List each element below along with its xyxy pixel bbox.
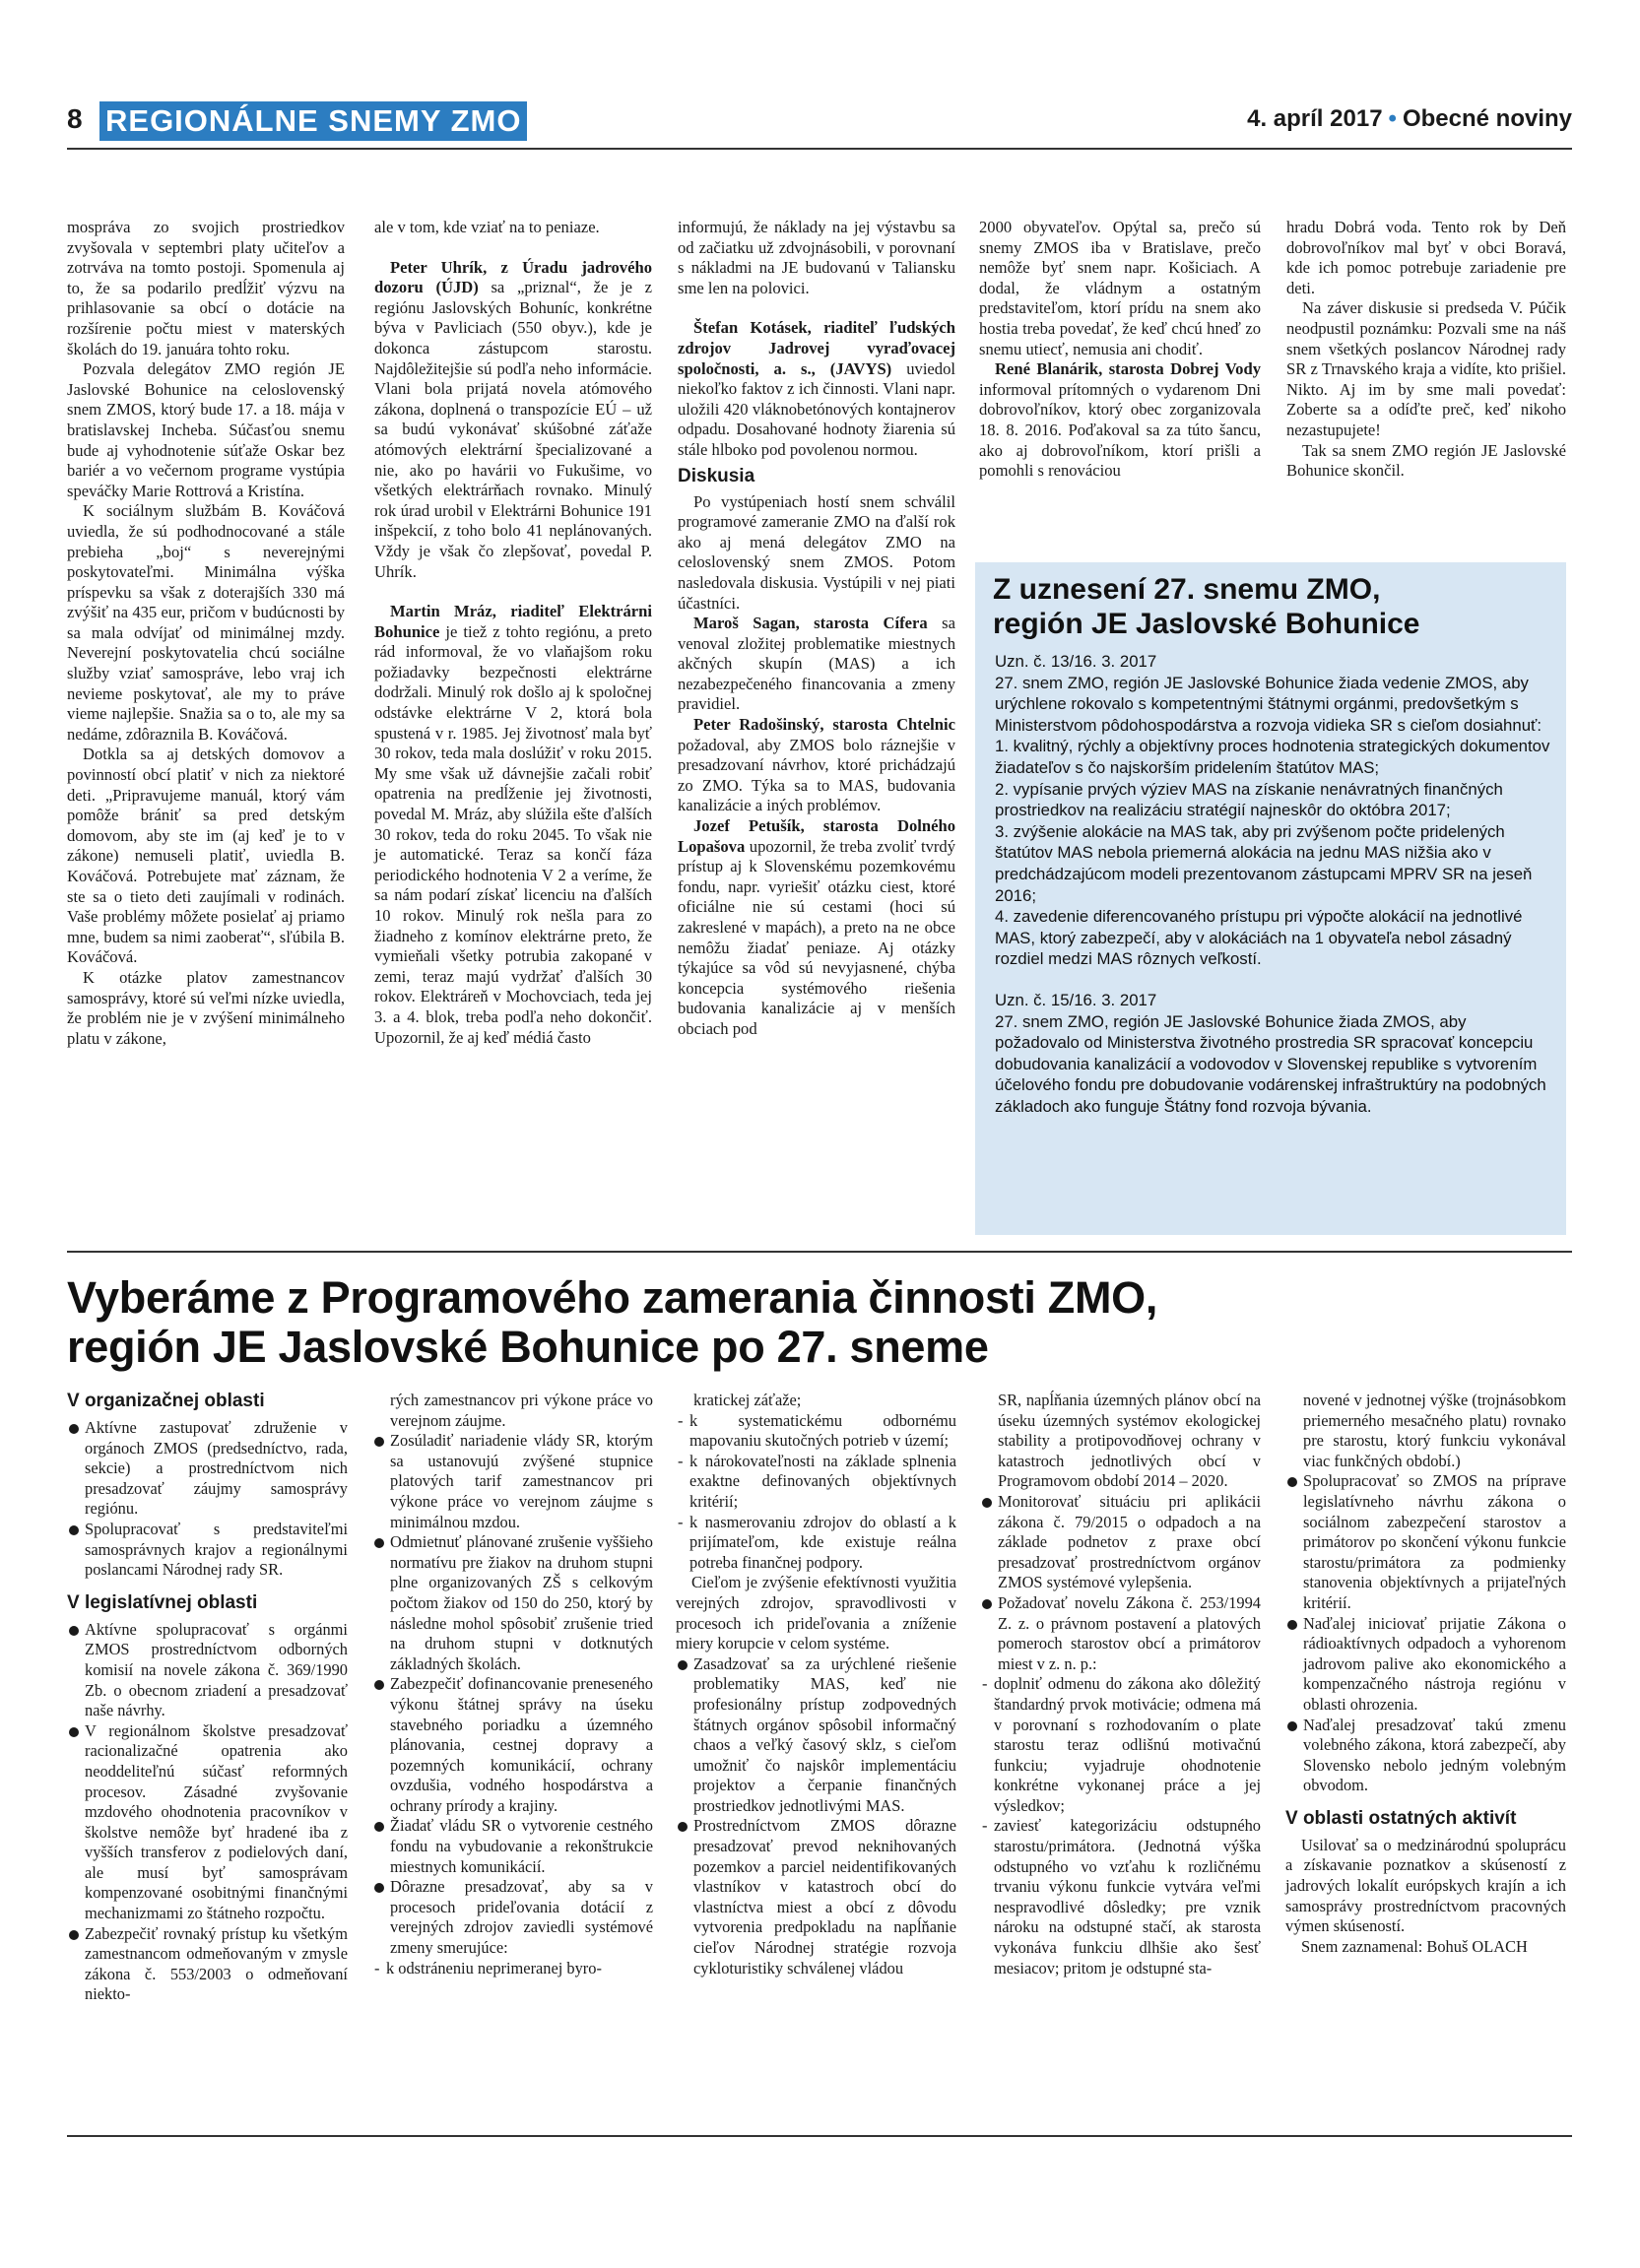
program-bullet: Žiadať vládu SR o vytvorenie cestného fondu na vybudovanie a rekonštrukcie miestnych komunikácií. <box>372 1816 653 1877</box>
paragraph-text: je tiež z tohto regiónu, a preto rád informoval, že vo vlaňajšom roku požiadavky bezpečnosti elektrárne dodržali. Minulý rok došlo aj k spoločnej odstávke elektrárne V 2, ktorá bola spustená v r. 1985. Jej životnosť mala byť 30 rokov, teda mala doslúžiť v roku 2015. My sme však už dávnejšie začali robiť opatrenia na predĺženie jej životnosti, povedal M. Mráz, aby slúžila ešte ďalších 30 rokov, teda do roku 2045. To však nie je automatické. Teraz sa končí fáza periodického hodnotenia V 2 a veríme, že sa nám podarí získať licenciu na ďalších 10 rokov. Minulý rok nešla para zo žiadneho z komínov elektrárne preto, že vymieňali všetky potrubia zakopané v zemi, teraz majú vydržať ďalších 30 rokov. Elektráreň v Mochovciach, teda jej 3. a 4. blok, treba podľa neho dokončiť. Upozornil, že aj keď médiá často <box>374 621 652 1047</box>
program-bullet: Spolupracovať so ZMOS na príprave legislatívneho návrhu zákona o sociálnom zabezpečení starostov a primátorov po skončení výkonu funkcie starostu/primátora za podmienky stanovenia objektívnych a prijateľných kritérií. <box>1285 1471 1566 1613</box>
program-column-3 <box>676 1391 956 1978</box>
paragraph: hradu Dobrá voda. Tento rok by Deň dobrovoľníkov mal byť v obci Boravá, kde ich pomoc potrebuje zariadenie pre deti. <box>1286 218 1566 297</box>
resolution-ref: Uzn. č. 13/16. 3. 2017 <box>995 652 1157 671</box>
program-bullet: Odmietnuť plánované zrušenie vyššieho normatívu pre žiakov na druhom stupni plne organizovaných ZŠ s celkovým počtom žiakov od 150 do 250, ktorý by následne mohol spôsobiť zrušenie tried na druhom stupni v dotknutých základných školách. <box>372 1532 653 1674</box>
program-headline <box>67 1273 1572 1372</box>
article-column-4 <box>979 218 1261 482</box>
speaker-name: Martin Mráz, riaditeľ Elektrárni Bohunice <box>374 602 652 641</box>
program-bullet: Naďalej iniciovať prijatie Zákona o rádioaktívnych odpadoch a vyhorenom jadrovom palive ako ekonomického a kompenzačného nástroja regiónu v oblasti ohrozenia. <box>1285 1614 1566 1716</box>
paragraph <box>979 359 1261 482</box>
paragraph-text: uviedol niekoľko faktov z ich činnosti. Vlani napr. uložili 420 vláknobetónových kontajnerov odpadu. Dosahované hodnoty žiarenia sú stále hlboko pod povolenou normou. <box>678 358 956 459</box>
paragraph: K otázke platov zamestnancov samosprávy, ktoré sú veľmi nízke uviedla, že problém nie je v zvýšení minimálneho platu v zákone, <box>67 967 345 1048</box>
program-dash-item: - k odstráneniu neprimeranej byro- <box>372 1959 653 1979</box>
program-paragraph: Usilovať sa o medzinárodnú spoluprácu a získavanie poznatkov a skúseností z jadrových lokalít európskych krajín a ich samosprávy prostredníctvom pracovných výmen skúseností. <box>1285 1835 1566 1936</box>
program-bullet: Zabezpečiť rovnaký prístup ku všetkým zamestnancom odmeňovaným v zmysle zákona č. 553/2003 o odmeňovaní niekto- <box>67 1924 348 2005</box>
resolution-item: 4. zavedenie diferencovaného prístupu pri výpočte alokácií na jednotlivé MAS, ktorý zabezpečí, aby v alokáciách na 1 obyvateľa nebol zásadný rozdiel medzi MAS rôznych veľkostí. <box>995 907 1523 969</box>
program-dash-item: - zaviesť kategorizáciu odstupného starostu/primátora. (Jednotná výška odstupného vo vzťahu k rozličnému trvaniu výkonu funkcie vytvára veľmi nespravodlivé dôsledky; pre vznik nároku na odstupné stačí, ak starosta vykonáva funkciu dlhšie ako šesť mesiacov; pritom je odstupné sta- <box>980 1816 1261 1978</box>
paragraph-text: požadoval, aby ZMOS bolo ráznejšie v presadzovaní návrhov, ktoré prichádzajú zo ZMO. Týka sa to MAS, budovania kanalizácie a iných problémov. <box>678 735 955 815</box>
headline-line: Vyberáme z Programového zamerania činnosti ZMO, <box>67 1272 1158 1323</box>
paragraph: K sociálnym službám B. Kováčová uviedla, že sú podhodnocované a stále prebieha „boj“ s neverejnými poskytovateľmi. Minimálna výška príspevku sa však z doterajších 330 má zvýšiť na 435 eur, pričom v budúcnosti by sa mala odvíjať od minimálnej mzdy. Neverejní poskytovatelia chcú sociálne služby vziať samospráve, lebo vraj ich nevieme poskytovať, ale my to práve vieme najlepšie. Snažia sa o to, ale my sa nedáme, zdôraznila B. Kováčová. <box>67 501 345 744</box>
program-dash-item: - k nasmerovaniu zdrojov do oblastí a k prijímateľom, kde existuje reálna potreba finančnej podpory. <box>676 1513 956 1574</box>
paragraph-text: sa venoval zložitej problematike miestnych akčných skupín (MAS) a ich nezabezpečeného financovania a zmeny pravidiel. <box>678 614 955 714</box>
title-line: región JE Jaslovské Bohunice <box>993 608 1420 640</box>
program-continuation: SR, napĺňania územných plánov obcí na úseku územných systémov ekologickej stability a protipovodňovej ochrany v katastroch jednotlivých obcí v Programovom období 2014 – 2020. <box>998 1391 1261 1491</box>
program-bullet: Dôrazne presadzovať, aby sa v procesoch prideľovania dotácií z verejných zdrojov zaviedli systémové zmeny smerujúce: <box>372 1877 653 1958</box>
paragraph <box>678 614 955 715</box>
section-rule <box>67 1251 1572 1253</box>
speaker-name: Peter Uhrík, z Úradu jadrového dozoru (ÚJD) <box>374 257 652 297</box>
speaker-name: Jozef Petušík, starosta Dolného Lopašova <box>678 816 955 856</box>
program-paragraph: Cieľom je zvýšenie efektívnosti využitia verejných zdrojov, spravodlivosti v procesoch ich prideľovania a zníženie miery korupcie v celom systéme. <box>676 1573 956 1653</box>
program-heading: V oblasti ostatných aktivít <box>1285 1807 1517 1829</box>
program-heading: V legislatívnej oblasti <box>67 1591 258 1613</box>
program-heading: V organizačnej oblasti <box>67 1391 265 1411</box>
program-bullet: Aktívne spolupracovať s orgánmi ZMOS prostredníctvom odborných komisií na novele zákona č. 369/1990 Zb. o obecnom zriadení a presadzovať naše návrhy. <box>67 1620 348 1721</box>
speaker-name: René Blanárik, starosta Dobrej Vody <box>995 359 1261 379</box>
article-column-2 <box>374 218 652 1048</box>
paragraph <box>374 602 652 1048</box>
program-column-4 <box>980 1391 1261 1978</box>
resolution-text: 27. snem ZMO, región JE Jaslovské Bohunice žiada ZMOS, aby požadovalo od Ministerstva životného prostredia SR spracovať koncepciu dobudovania kanalizácií a vodovodov v Slovenskej republike s vytvorením účelového fondu pre dobudovanie vodárenskej infraštruktúry na podobných základoch ako funguje Štátny fond rozvoja bývania. <box>995 1011 1546 1116</box>
program-bullet: V regionálnom školstve presadzovať racionalizačné opatrenia ako neoddeliteľnú súčasť reformných procesov. Zásadné zvyšovanie mzdového ohodnotenia pracovníkov v školstve nemôže byť hradené iba z vyšších transferov z podielových daní, ale musí byť samosprávam kompenzované osobitnými finančnými mechanizmami zo štátneho rozpočtu. <box>67 1721 348 1924</box>
paragraph-text: upozornil, že treba zvoliť tvrdý prístup aj k Slovenskému pozemkovému fondu, napr. vyriešiť otázku ciest, ktoré oficiálne nie sú cestami (hoci sú zakreslené v mapách), a preto na ne obce nemôžu žiadať peniaze. Aj otázky týkajúce sa vôd sú nevyjasnené, chýba koncepcia systémového riešenia budovania kanalizácie aj v menších obciach pod <box>678 836 955 1038</box>
program-bullet: Naďalej presadzovať takú zmenu volebného zákona, ktorá zabezpečí, aby Slovensko nebolo jedným volebným obvodom. <box>1285 1716 1566 1796</box>
program-continuation: rých zamestnancov pri výkone práce vo verejnom záujme. <box>390 1391 653 1430</box>
headline-line: región JE Jaslovské Bohunice po 27. sneme <box>67 1322 989 1372</box>
paragraph <box>374 258 652 583</box>
paragraph: ale v tom, kde vziať na to peniaze. <box>374 218 600 236</box>
resolution-item: 1. kvalitný, rýchly a objektívny proces hodnotenia strategických dokumentov žiadateľov s čo najskorším pridelením štatútov MAS; <box>995 737 1550 777</box>
page-number: 8 <box>67 103 83 134</box>
section-title: REGIONÁLNE SNEMY ZMO <box>99 101 527 141</box>
separator-dot: • <box>1388 105 1397 132</box>
resolution-box-title <box>993 572 1554 641</box>
program-bullet: Zabezpečiť dofinancovanie preneseného výkonu štátnej správy na úseku stavebného poriadku a územného plánovania, cestnej dopravy a pozemných komunikácií, ochrany ovzdušia, vodného hospodárstva a ochrany prírody a krajiny. <box>372 1674 653 1816</box>
article-column-3 <box>678 218 955 1040</box>
paragraph <box>678 715 955 816</box>
resolution-text: 27. snem ZMO, región JE Jaslovské Bohunice žiada vedenie ZMOS, aby urýchlene rokovalo s kompetentnými štátnymi orgánmi, predovšetkým s Ministerstvom pôdohospodárstva a rozvoja vidieka SR s cieľom dosiahnuť: <box>995 673 1542 735</box>
speaker-name: Štefan Kotásek, riaditeľ ľudských zdrojov Jadrovej vyraďovacej spoločnosti, a. s., (JAVYS) <box>678 318 955 378</box>
author-signature: Snem zaznamenal: Bohuš OLACH <box>1301 1936 1528 1956</box>
resolution-item: 3. zvýšenie alokácie na MAS tak, aby pri zvýšenom počte pridelených štatútov MAS nebola priemerná alokácia na jednu MAS nižšia ako v predchádzajúcom modeli prezentovanom zástupcami MPRV SR na jeseň 2016; <box>995 821 1533 905</box>
program-bullet: Monitorovať situáciu pri aplikácii zákona č. 79/2015 o odpadoch a na základe podnetov z praxe obcí presadzovať prostredníctvom orgánov ZMOS systémové vylepšenia. <box>980 1492 1261 1593</box>
header-rule <box>67 148 1572 150</box>
program-dash-item: - k nárokovateľnosti na základe splnenia exaktne definovaných objektívnych kritérií; <box>676 1452 956 1513</box>
paragraph: Tak sa snem ZMO región JE Jaslovské Bohunice skončil. <box>1286 440 1566 481</box>
resolution-item: 2. vypísanie prvých výziev MAS na získanie nenávratných finančných prostriedkov na realizáciu stratégií najneskôr do októbra 2017; <box>995 779 1503 820</box>
resolution-box-body <box>995 651 1551 1117</box>
paragraph: informujú, že náklady na jej výstavbu sa od začiatku už zdvojnásobili, v porovnaní s nákladmi na JE budovanú v Taliansku sme len na polovici. <box>678 218 955 297</box>
speaker-name: Peter Radošinský, starosta Chtelnic <box>693 715 955 735</box>
footer-rule <box>67 2135 1572 2137</box>
title-line: Z uznesení 27. snemu ZMO, <box>993 573 1381 606</box>
program-dash-item: - k systematickému odbornému mapovaniu skutočných potrieb v území; <box>676 1411 956 1452</box>
program-continuation: novené v jednotnej výške (trojnásobkom priemerného mesačného platu) rovnako pre starostu, ktorý funkciu vykonával viac funkčných období.) <box>1303 1391 1566 1470</box>
paragraph-text: informoval prítomných o vydarenom Dni dobrovoľníkov, ktorý obec zorganizovala 18. 8. 2016. Poďakoval sa za túto šancu, ako aj dobrovoľníkom, ktorí prišli a pomohli s renováciou <box>979 379 1261 481</box>
program-dash-item: - doplniť odmenu do zákona ako dôležitý štandardný prvok motivácie; odmena má v porovnaní s rozhodovaním o plate starostu teraz odlišnú motivačnú funkciu; vyjadruje ohodnotenie konkrétne vykonanej práce a jej výsledkov; <box>980 1674 1261 1816</box>
paragraph-text: sa „priznal“, že je z regiónu Jaslovských Bohuníc, konkrétne býva v Pavliciach (550 obyv.), kde je dokonca zástupcom starostu. Najdôležitejšie sú podľa neho informácie. Vlani bola prijatá novela atómového zákona, doplnená o transpozície EÚ – už sa budú vykonávať skúšobné záťaže atómových elektrární špecializované a nie, ako po havárii vo Fukušime, vo všetkých elektrárňach rovnako. Minulý rok úrad urobil v Elektrárni Bohunice 191 inšpekcií, z toho bolo 41 neplánovaných. Vždy je však čo zlepšovať, povedal P. Uhrík. <box>374 278 652 581</box>
program-column-5 <box>1285 1391 1566 1957</box>
program-column-1 <box>67 1391 348 2005</box>
paragraph: Na záver diskusie si predseda V. Púčik neodpustil poznámku: Pozvali sme na náš snem všetkých poslancov Národnej rady SR z Trnavského kraja a vidíte, kto prišiel. Nikto. Aj im by sme mali povedať: Zoberte sa a odíďte preč, keď nikoho nezastupujete! <box>1286 298 1566 439</box>
program-column-2 <box>372 1391 653 1978</box>
publication-name: Obecné noviny <box>1402 105 1572 132</box>
resolution-ref: Uzn. č. 15/16. 3. 2017 <box>995 990 1157 1009</box>
article-column-5 <box>1286 218 1566 482</box>
speaker-name: Maroš Sagan, starosta Cífera <box>693 614 928 633</box>
paragraph <box>678 318 955 460</box>
page-header <box>67 101 1572 147</box>
issue-info <box>1247 105 1572 133</box>
program-continuation: kratickej záťaže; <box>693 1391 802 1409</box>
program-bullet: Spolupracovať s predstaviteľmi samosprávnych krajov a regionálnymi poslancami Národnej rady SR. <box>67 1520 348 1581</box>
program-bullet: Zasadzovať sa za urýchlené riešenie problematiky MAS, keď nie profesionálny prístup zodpovedných štátnych orgánov spôsobil informačný chaos a veľký časový sklz, s cieľom umožniť čo najskôr implementáciu projektov a čerpanie finančných prostriedkov jednotlivými MAS. <box>676 1654 956 1817</box>
paragraph: mosprávа zo svojich prostriedkov zvyšovala v septembri platy učiteľov a zotrváva na tomto postoji. Spomenula aj to, že sa podarilo predĺžiť výzvu na prihlasovanie sa obcí o dotácie na rozšírenie počtu miest v materských školách do 19. januára tohto roku. <box>67 218 345 358</box>
resolution-box <box>975 562 1566 1235</box>
subheading-diskusia: Diskusia <box>678 465 755 486</box>
issue-date: 4. apríl 2017 <box>1247 105 1383 132</box>
program-bullet: Zosúladiť nariadenie vlády SR, ktorým sa ustanovujú zvýšené stupnice platových tarif zamestnancov pri výkone práce vo verejnom záujme s minimálnou mzdou. <box>372 1431 653 1532</box>
paragraph: Pozvala delegátov ZMO región JE Jaslovské Bohunice na celoslovenský snem ZMOS, ktorý bude 17. a 18. mája v bratislavskej Incheba. Súčasťou snemu bude aj vyhodnotenie súťaže Oskar bez bariér a vo večernom programe vystúpia speváčky Marie Rottrová a Kristína. <box>67 359 345 500</box>
program-bullet: Prostredníctvom ZMOS dôrazne presadzovať prevod neknihovaných pozemkov a parciel neidentifikovaných vlastníkov v katastroch obcí do vlastníctva miest a obcí z dôvodu vytvorenia predpokladu na napĺňanie cieľov Národnej stratégie rozvoja cykloturistiky schválenej vládou <box>676 1816 956 1978</box>
paragraph: Po vystúpeniach hostí snem schválil programové zameranie ZMO na ďalší rok ako aj mená delegátov ZMO na celoslovenský snem ZMOS. Potom nasledovala diskusia. Vystúpili v nej piati účastníci. <box>678 491 955 613</box>
program-bullet: Aktívne zastupovať združenie v orgánoch ZMOS (predsedníctvo, rada, sekcie) a prostredníctvom nich presadzovať záujmy samosprávy regiónu. <box>67 1418 348 1520</box>
article-column-1 <box>67 218 345 1049</box>
paragraph: 2000 obyvateľov. Opýtal sa, prečo sú snemy ZMOS iba v Bratislave, prečo nemôže byť snem napr. Košiciach. A dodal, že vládnym a ostatným predstaviteľom, ktorí prídu na snem ako hostia treba povedať, že keď chcú hneď zo snemu utiecť, nemusia ani chodiť. <box>979 218 1261 358</box>
paragraph: Dotkla sa aj detských domovov a povinností obcí platiť v nich za niektoré deti. „Pripravujeme manuál, ktorý vám pomôže brániť sa pred detským domovom, aby ste im (aj keď je to v zákone) nemuseli platiť, uviedla B. Kováčová. Potrebujete mať záznam, že ste sa o tieto deti zaujímali v rodinách. Vaše problémy môžete posielať aj priamo mne, budem sa nimi zaoberať“, sľúbila B. Kováčová. <box>67 745 345 967</box>
paragraph <box>678 816 955 1040</box>
program-bullet: Požadovať novelu Zákona č. 253/1994 Z. z. o právnom postavení a platových pomeroch starostov obcí a primátorov miest v z. n. p.: <box>980 1593 1261 1674</box>
